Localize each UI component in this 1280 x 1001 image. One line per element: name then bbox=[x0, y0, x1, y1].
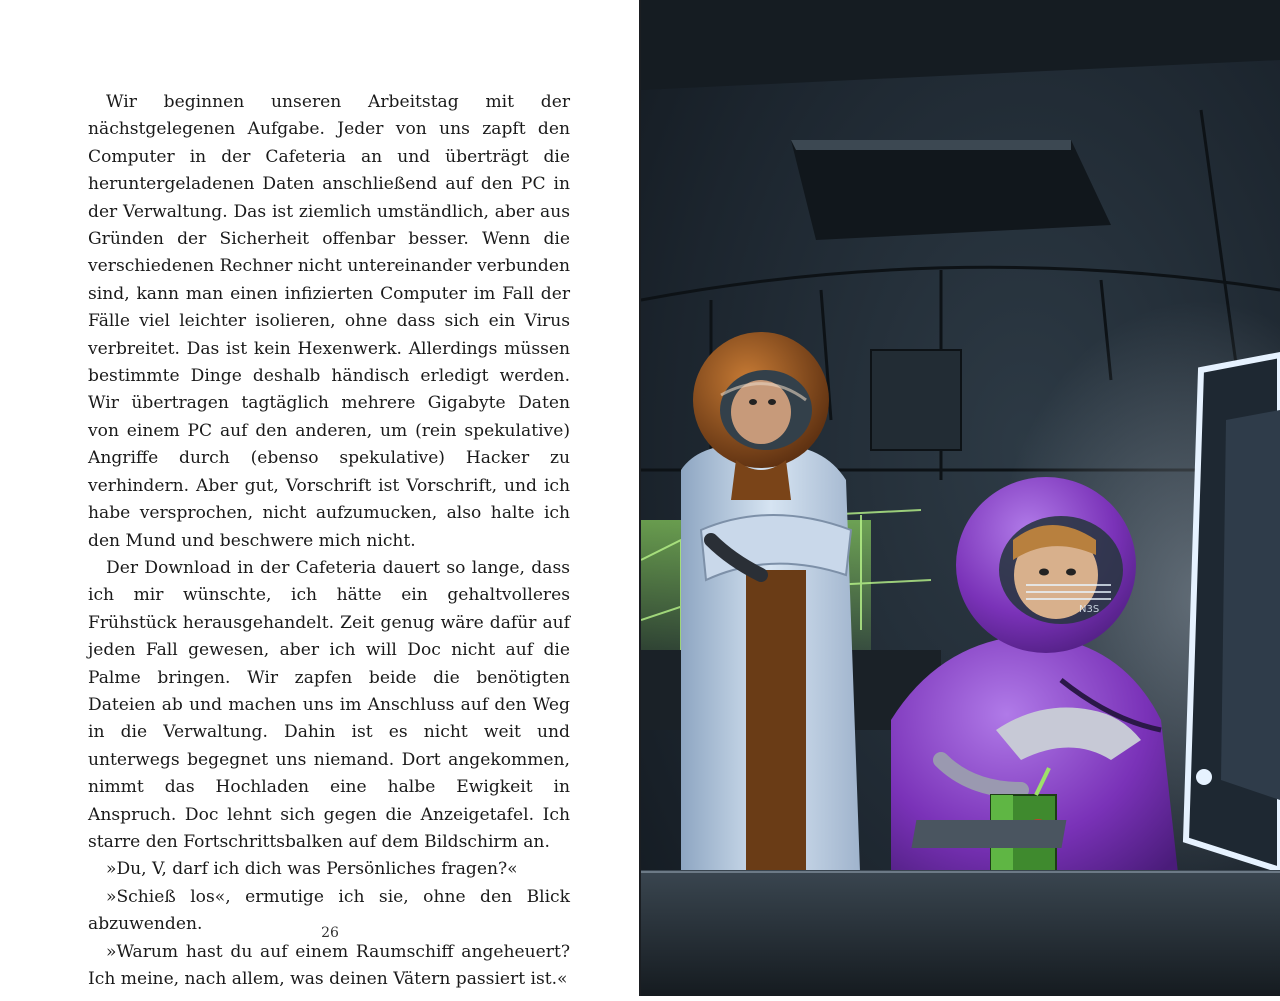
monitor-screen bbox=[1221, 410, 1280, 800]
ceiling-hatch bbox=[791, 140, 1111, 240]
monitor-button bbox=[1196, 769, 1212, 785]
ceiling-hatch-edge bbox=[791, 140, 1071, 150]
desk bbox=[641, 870, 1280, 996]
paragraph-2: Der Download in der Cafeteria dauert so lange, dass ich mir wünschte, ich hätte ein gehaltvolleres Frühstück herausgehandelt. Zeit genug wäre dafür auf jeden Fall gewesen, aber ich will Doc nicht auf die Palme bringen. Wir zapfen beide die benötigten Dateien ab und machen uns im Anschluss auf den Weg in die Verwaltung. Dahin ist es nicht weit und unterwegs begegnet uns niemand. Dort angekommen, nimmt das Hochladen eine halbe Ewigkeit in Anspruch. Doc lehnt sich gegen die Anzeigetafel. Ich starre den Fortschrittsbalken auf dem Bildschirm an. bbox=[88, 557, 570, 852]
illustration bbox=[641, 0, 1280, 996]
paragraph-5: »Warum hast du auf einem Raumschiff angeheuert? Ich meine, nach allem, was deinen Vätern passiert ist.« bbox=[88, 941, 570, 989]
keyboard bbox=[911, 820, 1066, 848]
doc-face bbox=[731, 380, 791, 444]
paragraph-1: Wir beginnen unseren Arbeitstag mit der nächstgelegenen Aufgabe. Jeder von uns zapft den Computer in der Cafeteria an und überträgt die heruntergeladenen Daten anschließend auf den PC in der Verwaltung. Das ist ziemlich umständlich, aber aus Gründen der Sicherheit offenbar besser. Wenn die verschiedenen Rechner nicht untereinander verbunden sind, kann man einen infizierten Computer im Fall der Fälle viel leichter isolieren, ohne dass sich ein Virus verbreitet. Das ist kein Hexenwerk. Allerdings müssen bestimmte Dinge deshalb händisch erledigt werden. Wir übertragen tagtäglich mehrere Gigabyte Daten von einem PC auf den anderen, um (rein spekulative) Angriffe durch (ebenso spekulative) Hacker zu verhindern. Aber gut, Vorschrift ist Vorschrift, und ich habe versprochen, nicht aufzumucken, also halte ich den Mund und beschwere mich nicht. bbox=[88, 92, 570, 551]
paragraph-4: »Schieß los«, ermutige ich sie, ohne den Blick abzuwenden. bbox=[88, 886, 570, 935]
spaceship-scene bbox=[641, 0, 1280, 996]
brown-undersuit bbox=[746, 570, 806, 900]
left-page bbox=[0, 0, 640, 996]
page-number: 26 bbox=[321, 925, 339, 941]
story-text bbox=[88, 89, 570, 993]
computer-monitor bbox=[1186, 355, 1280, 870]
visor-reflection-text: N3S bbox=[1079, 604, 1100, 615]
paragraph-3: »Du, V, darf ich dich was Persönliches fragen?« bbox=[106, 859, 518, 880]
wall-screen bbox=[871, 350, 961, 450]
